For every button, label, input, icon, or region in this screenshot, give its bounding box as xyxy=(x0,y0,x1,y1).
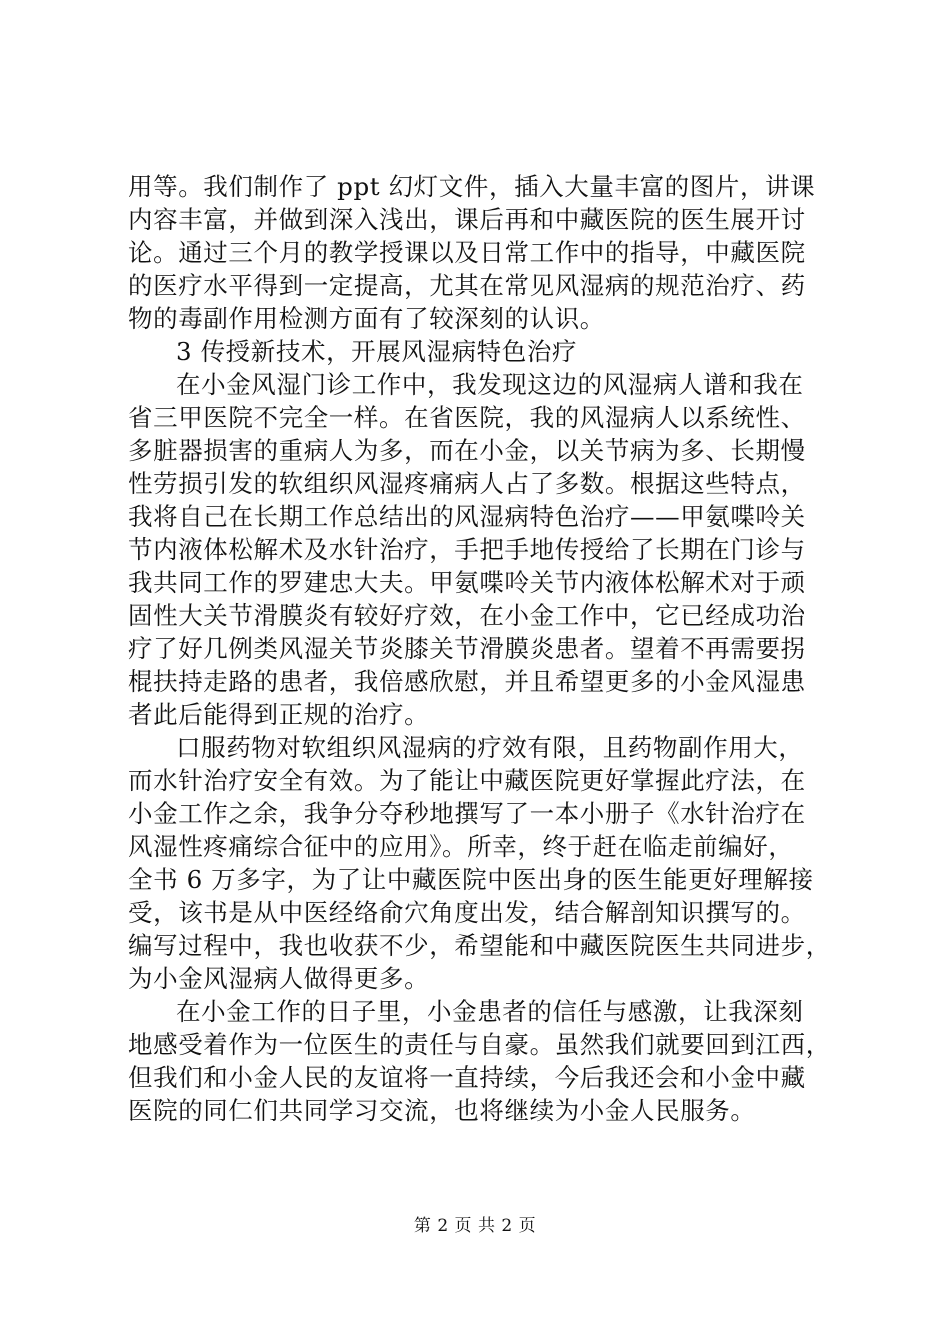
text-line: 我共同工作的罗建忠大夫。甲氨喋呤关节内液体松解术对于顽 xyxy=(128,568,806,597)
document-body xyxy=(128,170,848,1127)
text-line: 全书 6 万多字，为了让中藏医院中医出身的医生能更好理解接 xyxy=(128,865,814,894)
text-line: 固性大关节滑膜炎有较好疗效，在小金工作中，它已经成功治 xyxy=(128,601,806,630)
paragraph-first-line: 在小金工作的日子里，小金患者的信任与感激，让我深刻 xyxy=(176,997,804,1026)
text-line: 棍扶持走路的患者，我倍感欣慰，并且希望更多的小金风湿患 xyxy=(128,667,806,696)
page-number-footer: 第 2 页 共 2 页 xyxy=(413,1216,537,1236)
text-line: 性劳损引发的软组织风湿疼痛病人占了多数。根据这些特点， xyxy=(128,469,806,498)
text-line: 编写过程中，我也收获不少，希望能和中藏医院医生共同进步， xyxy=(128,931,831,960)
section-heading: 3 传授新技术，开展风湿病特色治疗 xyxy=(176,337,578,366)
text-line: 小金工作之余，我争分夺秒地撰写了一本小册子《水针治疗在 xyxy=(128,799,806,828)
text-line: 风湿性疼痛综合征中的应用》。所幸，终于赶在临走前编好， xyxy=(128,832,794,861)
text-line: 论。通过三个月的教学授课以及日常工作中的指导，中藏医院 xyxy=(128,238,806,267)
text-line: 用等。我们制作了 ppt 幻灯文件，插入大量丰富的图片，讲课 xyxy=(128,172,816,201)
text-line: 内容丰富，并做到深入浅出，课后再和中藏医院的医生展开讨 xyxy=(128,205,806,234)
text-line: 多脏器损害的重病人为多，而在小金，以关节病为多、长期慢 xyxy=(128,436,806,465)
text-line: 节内液体松解术及水针治疗，手把手地传授给了长期在门诊与 xyxy=(128,535,806,564)
text-line: 但我们和小金人民的友谊将一直持续，今后我还会和小金中藏 xyxy=(128,1063,806,1092)
text-line: 的医疗水平得到一定提高，尤其在常见风湿病的规范治疗、药 xyxy=(128,271,806,300)
text-line: 我将自己在长期工作总结出的风湿病特色治疗——甲氨喋呤关 xyxy=(128,502,806,531)
text-line: 物的毒副作用检测方面有了较深刻的认识。 xyxy=(128,304,605,333)
paragraph-first-line: 口服药物对软组织风湿病的疗效有限，且药物副作用大， xyxy=(176,733,804,762)
text-line: 地感受着作为一位医生的责任与自豪。虽然我们就要回到江西， xyxy=(128,1030,831,1059)
text-line: 受，该书是从中医经络俞穴角度出发，结合解剖知识撰写的。 xyxy=(128,898,806,927)
text-line: 疗了好几例类风湿关节炎膝关节滑膜炎患者。望着不再需要拐 xyxy=(128,634,806,663)
text-line: 而水针治疗安全有效。为了能让中藏医院更好掌握此疗法，在 xyxy=(128,766,806,795)
paragraph-first-line: 在小金风湿门诊工作中，我发现这边的风湿病人谱和我在 xyxy=(176,370,804,399)
text-line: 为小金风湿病人做得更多。 xyxy=(128,964,430,993)
text-line: 医院的同仁们共同学习交流，也将继续为小金人民服务。 xyxy=(128,1096,756,1125)
text-line: 省三甲医院不完全一样。在省医院，我的风湿病人以系统性、 xyxy=(128,403,806,432)
text-line: 者此后能得到正规的治疗。 xyxy=(128,700,430,729)
